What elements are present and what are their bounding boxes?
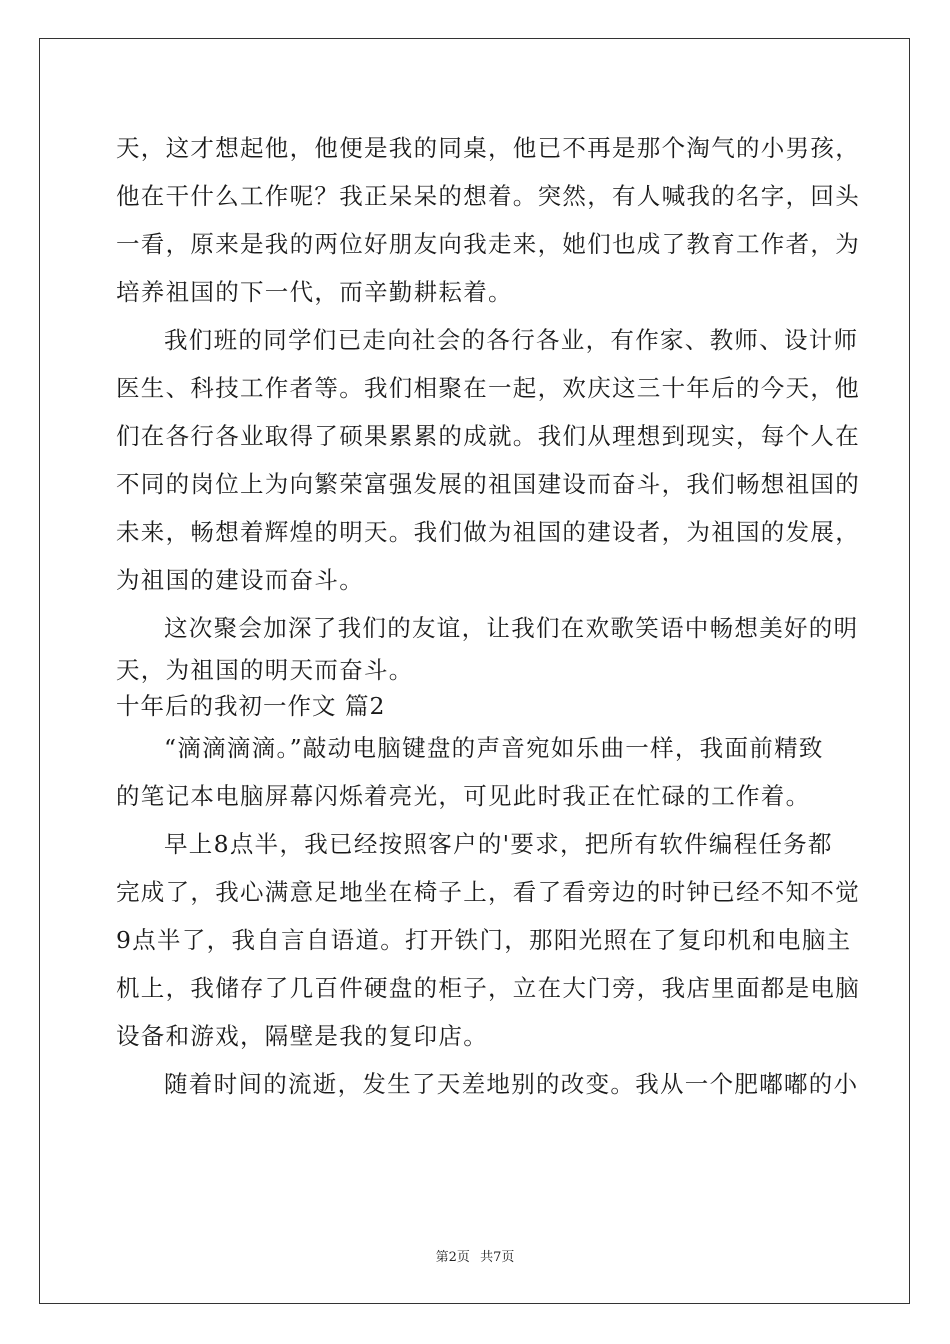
text-line: 为祖国的建设而奋斗。 <box>116 566 364 594</box>
text-line: 随着时间的流逝，发生了天差地别的改变。我从一个肥嘟嘟的小 <box>164 1070 859 1098</box>
text-line: “滴滴滴滴。”敲动电脑键盘的声音宛如乐曲一样，我面前精致 <box>164 734 824 762</box>
page-footer <box>0 1246 950 1265</box>
section-heading: 十年后的我初一作文 篇2 <box>116 692 386 720</box>
page-total: 共7页 <box>480 1250 515 1265</box>
text-line: 未来，畅想着辉煌的明天。我们做为祖国的建设者，为祖国的发展， <box>116 518 860 546</box>
text-line: 不同的岗位上为向繁荣富强发展的祖国建设而奋斗，我们畅想祖国的 <box>116 470 860 498</box>
text-line: 他在干什么工作呢？我正呆呆的想着。突然，有人喊我的名字，回头 <box>116 182 860 210</box>
text-line: 设备和游戏，隔壁是我的复印店。 <box>116 1022 488 1050</box>
text-line: 完成了，我心满意足地坐在椅子上，看了看旁边的时钟已经不知不觉 <box>116 878 860 906</box>
text-line: 的笔记本电脑屏幕闪烁着亮光，可见此时我正在忙碌的工作着。 <box>116 782 811 810</box>
text-line: 早上8点半，我已经按照客户的'要求，把所有软件编程任务都 <box>164 830 833 858</box>
text-line: 们在各行各业取得了硕果累累的成就。我们从理想到现实，每个人在 <box>116 422 860 450</box>
document-body <box>116 124 860 1108</box>
page-number: 第2页 <box>435 1250 470 1265</box>
text-line: 9点半了，我自言自语道。打开铁门，那阳光照在了复印机和电脑主 <box>116 926 852 954</box>
text-line: 我们班的同学们已走向社会的各行各业，有作家、教师、设计师 <box>164 326 859 354</box>
text-line: 医生、科技工作者等。我们相聚在一起，欢庆这三十年后的今天，他 <box>116 374 860 402</box>
text-line: 培养祖国的下一代，而辛勤耕耘着。 <box>116 278 513 306</box>
text-line: 一看，原来是我的两位好朋友向我走来，她们也成了教育工作者，为 <box>116 230 860 258</box>
text-line: 机上，我储存了几百件硬盘的柜子，立在大门旁，我店里面都是电脑 <box>116 974 860 1002</box>
text-line: 天，这才想起他，他便是我的同桌，他已不再是那个淘气的小男孩， <box>116 134 860 162</box>
text-line: 天，为祖国的明天而奋斗。 <box>116 656 414 684</box>
text-line: 这次聚会加深了我们的友谊，让我们在欢歌笑语中畅想美好的明 <box>164 614 859 642</box>
